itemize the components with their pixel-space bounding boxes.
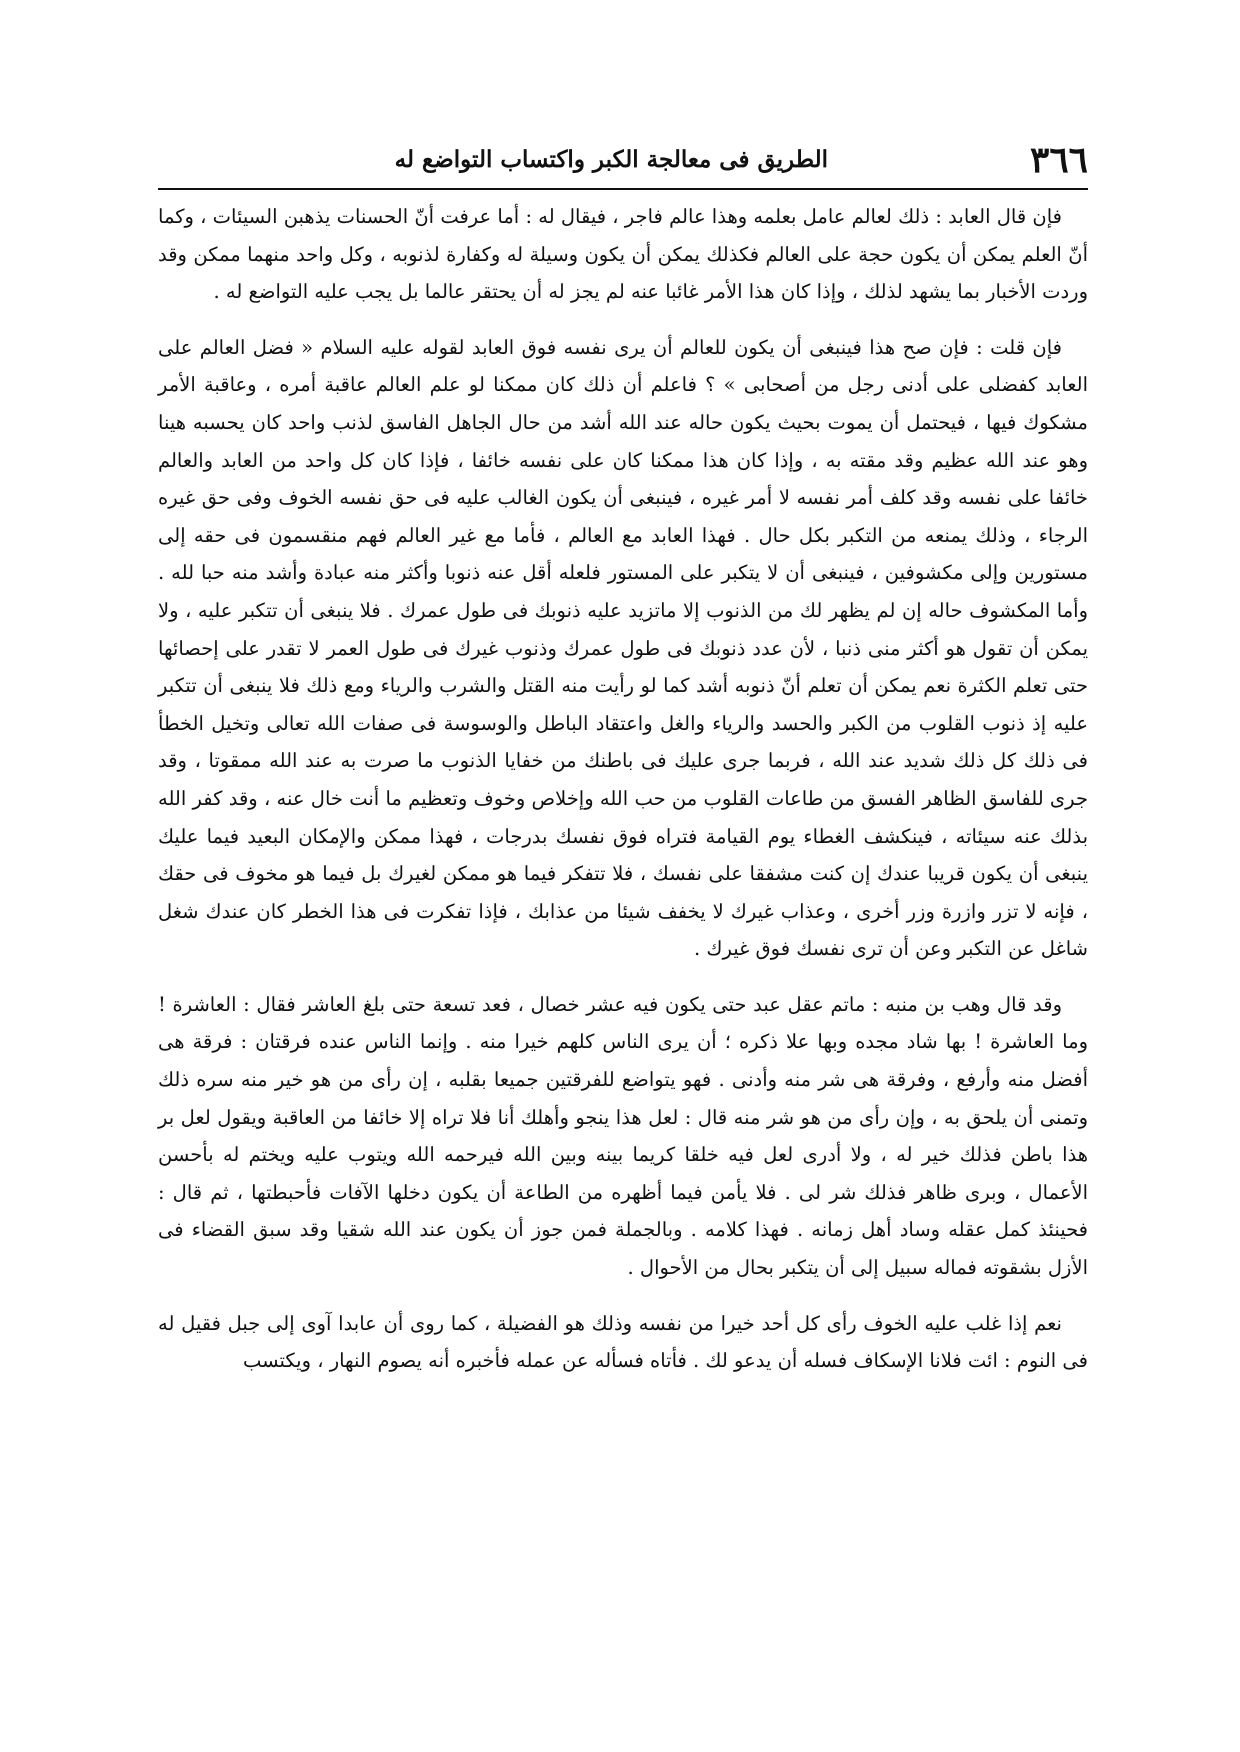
page-header [158,138,1088,182]
paragraph-1: فإن قال العابد : ذلك لعالم عامل بعلمه وهذا عالم فاجر ، فيقال له : أما عرفت أنّ الحسنات يذهبن السيئات ، وكما أنّ العلم يمكن أن يكون حجة على العالم فكذلك يمكن أن يكون وسيلة له وكفارة لذنوبه ، وكل واحد منهما ممكن وقد وردت الأخبار بما يشهد لذلك ، وإذا كان هذا الأمر غائبا عنه لم يجز له أن يحتقر عالما بل يجب عليه التواضع له . [158,205,1088,304]
header-rule [158,188,1088,190]
paragraph-4: نعم إذا غلب عليه الخوف رأى كل أحد خيرا من نفسه وذلك هو الفضيلة ، كما روى أن عابدا آوى إلى جبل فقيل له فى النوم : ائت فلانا الإسكاف فسله أن يدعو لك . فأتاه فسأله عن عمله فأخبره أنه يصوم النهار ، ويكتسب [158,1311,1088,1373]
paragraph-3: وقد قال وهب بن منبه : ماتم عقل عبد حتى يكون فيه عشر خصال ، فعد تسعة حتى بلغ العاشر فقال : العاشرة ! وما العاشرة ! بها شاد مجده وبها علا ذكره ؛ أن يرى الناس كلهم خيرا منه . وإنما الناس عنده فرقتان : فرقة هى أفضل منه وأرفع ، وفرقة هى شر منه وأدنى . فهو يتواضع للفرقتين جميعا بقلبه ، إن رأى من هو خير منه سره ذلك وتمنى أن يلحق به ، وإن رأى من هو شر منه قال : لعل هذا ينجو وأهلك أنا فلا تراه إلا خائفا من العاقبة ويقول لعل بر هذا باطن فذلك خير له ، ولا أدرى لعل فيه خلقا كريما بينه وبين الله فيرحمه الله ويتوب عليه ويختم له بأحسن الأعمال ، وبرى ظاهر فذلك شر لى . فلا يأمن فيما أظهره من الطاعة أن يكون دخلها الآفات فأحبطتها ، ثم قال : فحينئذ كمل عقله وساد أهل زمانه . فهذا كلامه . وبالجملة فمن جوز أن يكون عند الله شقيا وقد سبق القضاء فى الأزل بشقوته فماله سبيل إلى أن يتكبر بحال من الأحوال . [158,992,1088,1280]
running-title: الطريق فى معالجة الكبر واكتساب التواضع له [394,146,828,173]
body-text [158,198,1088,1380]
page-number: ٣٦٦ [1029,139,1088,181]
paragraph-2: فإن قلت : فإن صح هذا فينبغى أن يكون للعالم أن يرى نفسه فوق العابد لقوله عليه السلام « فضل العالم على العابد كفضلى على أدنى رجل من أصحابى » ؟ فاعلم أن ذلك كان ممكنا لو علم العالم عاقبة أمره ، وعاقبة الأمر مشكوك فيها ، فيحتمل أن يموت بحيث يكون حاله عند الله أشد من حال الجاهل الفاسق لذنب واحد كان يحسبه هينا وهو عند الله عظيم وقد مقته به ، وإذا كان هذا ممكنا كان على نفسه خائفا ، فإذا كان كل واحد من العابد والعالم خائفا على نفسه وقد كلف أمر نفسه لا أمر غيره ، فينبغى أن يكون الغالب عليه فى حق نفسه الخوف وفى حق غيره الرجاء ، وذلك يمنعه من التكبر بكل حال . فهذا العابد مع العالم ، فأما مع غير العالم فهم منقسمون فى حقه إلى مستورين وإلى مكشوفين ، فينبغى أن لا يتكبر على المستور فلعله أقل عنه ذنوبا وأكثر منه عبادة وأشد منه حبا لله . وأما المكشوف حاله إن لم يظهر لك من الذنوب إلا ماتزيد عليه ذنوبك فى طول عمرك . فلا ينبغى أن تتكبر عليه ، ولا يمكن أن تقول هو أكثر منى ذنبا ، لأن عدد ذنوبك فى طول عمرك وذنوب غيرك فى طول العمر لا تقدر على إحصائها حتى تعلم الكثرة نعم يمكن أن تعلم أنّ ذنوبه أشد كما لو رأيت منه القتل والشرب والرياء ومع ذلك فلا ينبغى أن تتكبر عليه إذ ذنوب القلوب من الكبر والحسد والرياء والغل واعتقاد الباطل والوسوسة فى صفات الله تعالى وتخيل الخطأ فى ذلك كل ذلك شديد عند الله ، فربما جرى عليك فى باطنك من خفايا الذنوب ما صرت به عند الله ممقوتا ، وقد جرى للفاسق الظاهر الفسق من طاعات القلوب من حب الله وإخلاص وخوف وتعظيم ما أنت خال عنه ، وقد كفر الله بذلك عنه سيئاته ، فينكشف الغطاء يوم القيامة فتراه فوق نفسك بدرجات ، فهذا ممكن والإمكان البعيد فيما عليك ينبغى أن يكون قريبا عندك إن كنت مشفقا على نفسك ، فلا تتفكر فيما هو ممكن لغيرك بل فيما هو مخوف فى حقك ، فإنه لا تزر وازرة وزر أخرى ، وعذاب غيرك لا يخفف شيئا من عذابك ، فإذا تفكرت فى هذا الخطر كان عندك شغل شاغل عن التكبر وعن أن ترى نفسك فوق غيرك . [158,335,1088,961]
